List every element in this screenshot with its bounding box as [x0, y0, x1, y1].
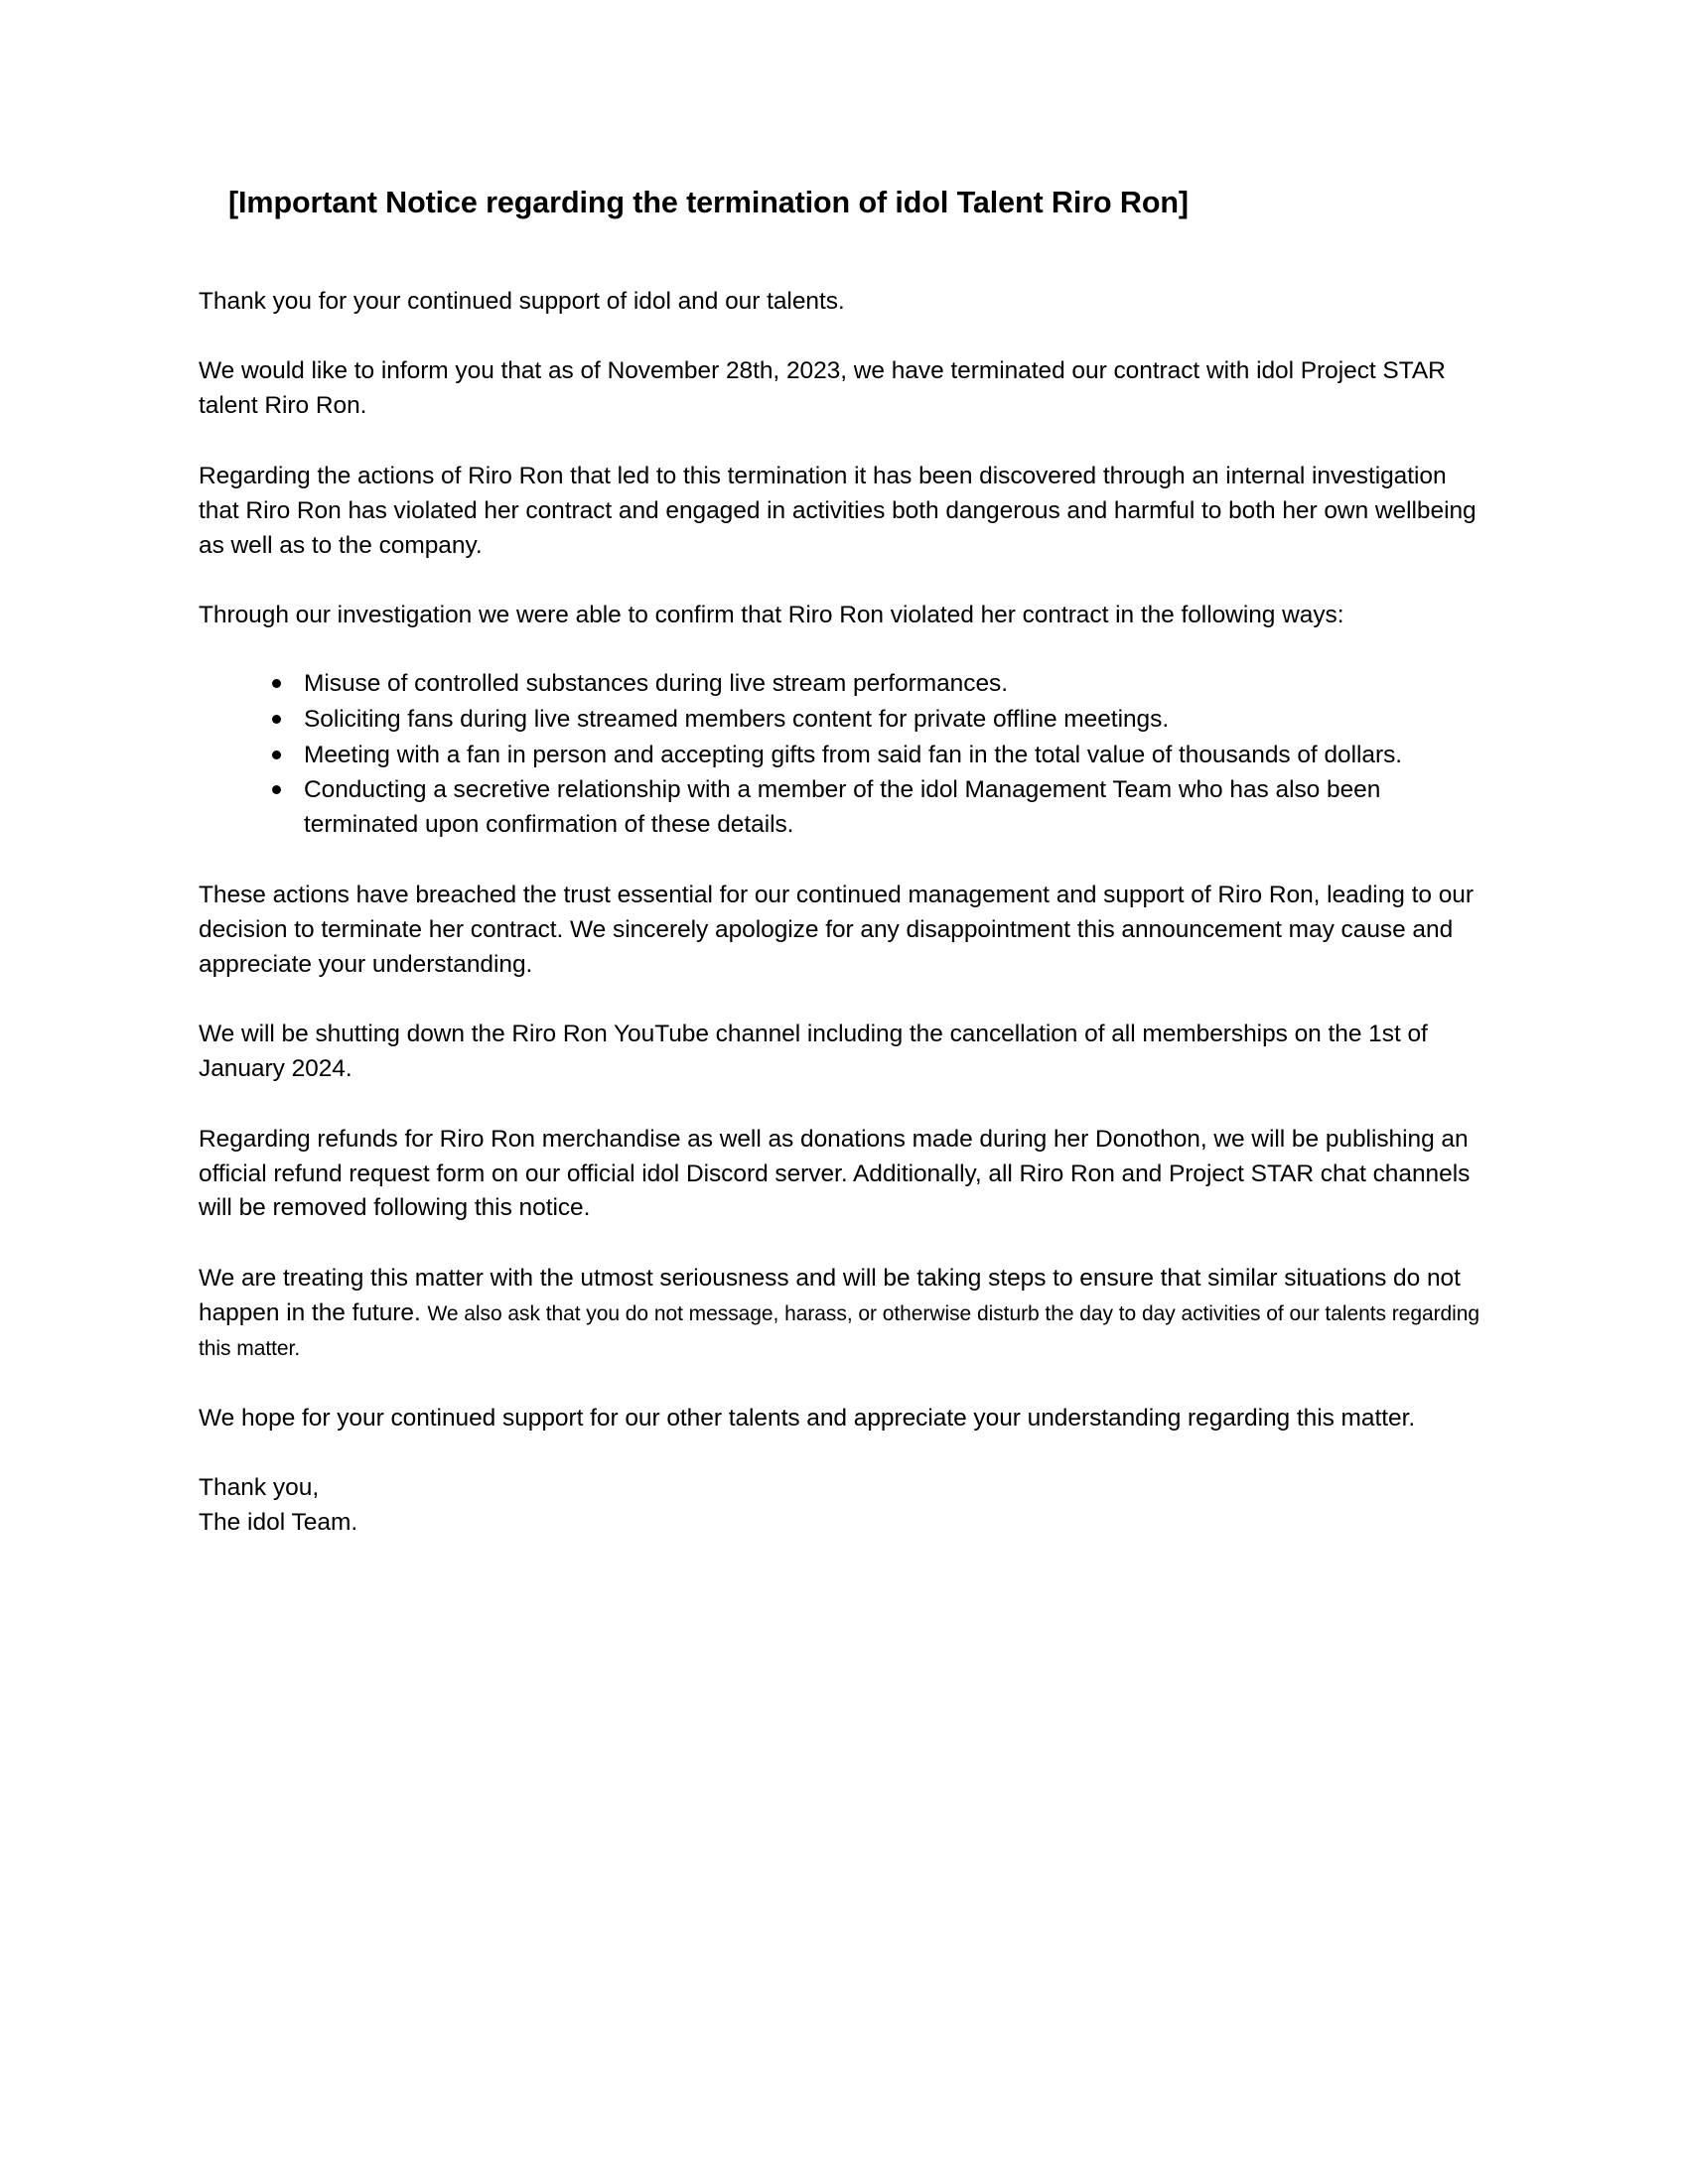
paragraph-seriousness-note: We also ask that you do not message, harass, or otherwise disturb the day to day activities of our talents regarding this matter.	[199, 1302, 1480, 1360]
bullet-icon	[272, 715, 281, 724]
list-item-text: Meeting with a fan in person and accepting gifts from said fan in the total value of thousands of dollars.	[304, 741, 1403, 768]
list-item	[264, 739, 1489, 773]
paragraph-termination-notice: We would like to inform you that as of November 28th, 2023, we have terminated our contract with idol Project STAR talent Riro Ron.	[199, 357, 1446, 420]
paragraph-seriousness	[199, 1262, 1489, 1365]
list-item-text: Soliciting fans during live streamed members content for private offline meetings.	[304, 705, 1170, 733]
paragraph-refunds: Regarding refunds for Riro Ron merchandise as well as donations made during her Donothon, we will be publishing an official refund request form on our official idol Discord server. Additionally, all Riro Ron and Project STAR chat channels will be removed following this notice.	[199, 1125, 1471, 1222]
signature-team: The idol Team.	[199, 1509, 358, 1537]
signature-thanks: Thank you,	[199, 1474, 320, 1502]
paragraph-closing: We hope for your continued support for our other talents and appreciate your understanding regarding this matter.	[199, 1404, 1416, 1432]
paragraph-greeting: Thank you for your continued support of idol and our talents.	[199, 287, 845, 315]
list-item	[264, 703, 1489, 738]
page-title: [Important Notice regarding the termination of idol Talent Riro Ron]	[228, 186, 1189, 219]
paragraph-seriousness-lead: We are treating this matter with the utmost seriousness and will be taking steps to ensure that similar situations do not happen in the future.	[199, 1265, 1461, 1327]
list-item	[264, 773, 1489, 843]
list-item-text: Misuse of controlled substances during live stream performances.	[304, 670, 1008, 698]
bullet-icon	[272, 785, 281, 794]
paragraph-breach-of-trust: These actions have breached the trust essential for our continued management and support of Riro Ron, leading to our decision to terminate her contract. We sincerely apologize for any disappointment this announcement may cause and appreciate your understanding.	[199, 882, 1474, 978]
violations-list	[199, 667, 1489, 843]
bullet-icon	[272, 751, 281, 759]
paragraph-channel-shutdown: We will be shutting down the Riro Ron YouTube channel including the cancellation of all memberships on the 1st of January 2024.	[199, 1021, 1428, 1083]
bullet-icon	[272, 679, 281, 688]
paragraph-investigation-summary: Regarding the actions of Riro Ron that led to this termination it has been discovered through an internal investigation that Riro Ron has violated her contract and engaged in activities both dangerous and harmful to both her own wellbeing as well as to the company.	[199, 462, 1477, 559]
list-item	[264, 667, 1489, 702]
signature-block	[199, 1471, 1489, 1541]
list-item-text: Conducting a secretive relationship with a member of the idol Management Team who has also been terminated upon confirmation of these details.	[304, 776, 1381, 839]
paragraph-violations-intro: Through our investigation we were able to confirm that Riro Ron violated her contract in the following ways:	[199, 602, 1344, 629]
